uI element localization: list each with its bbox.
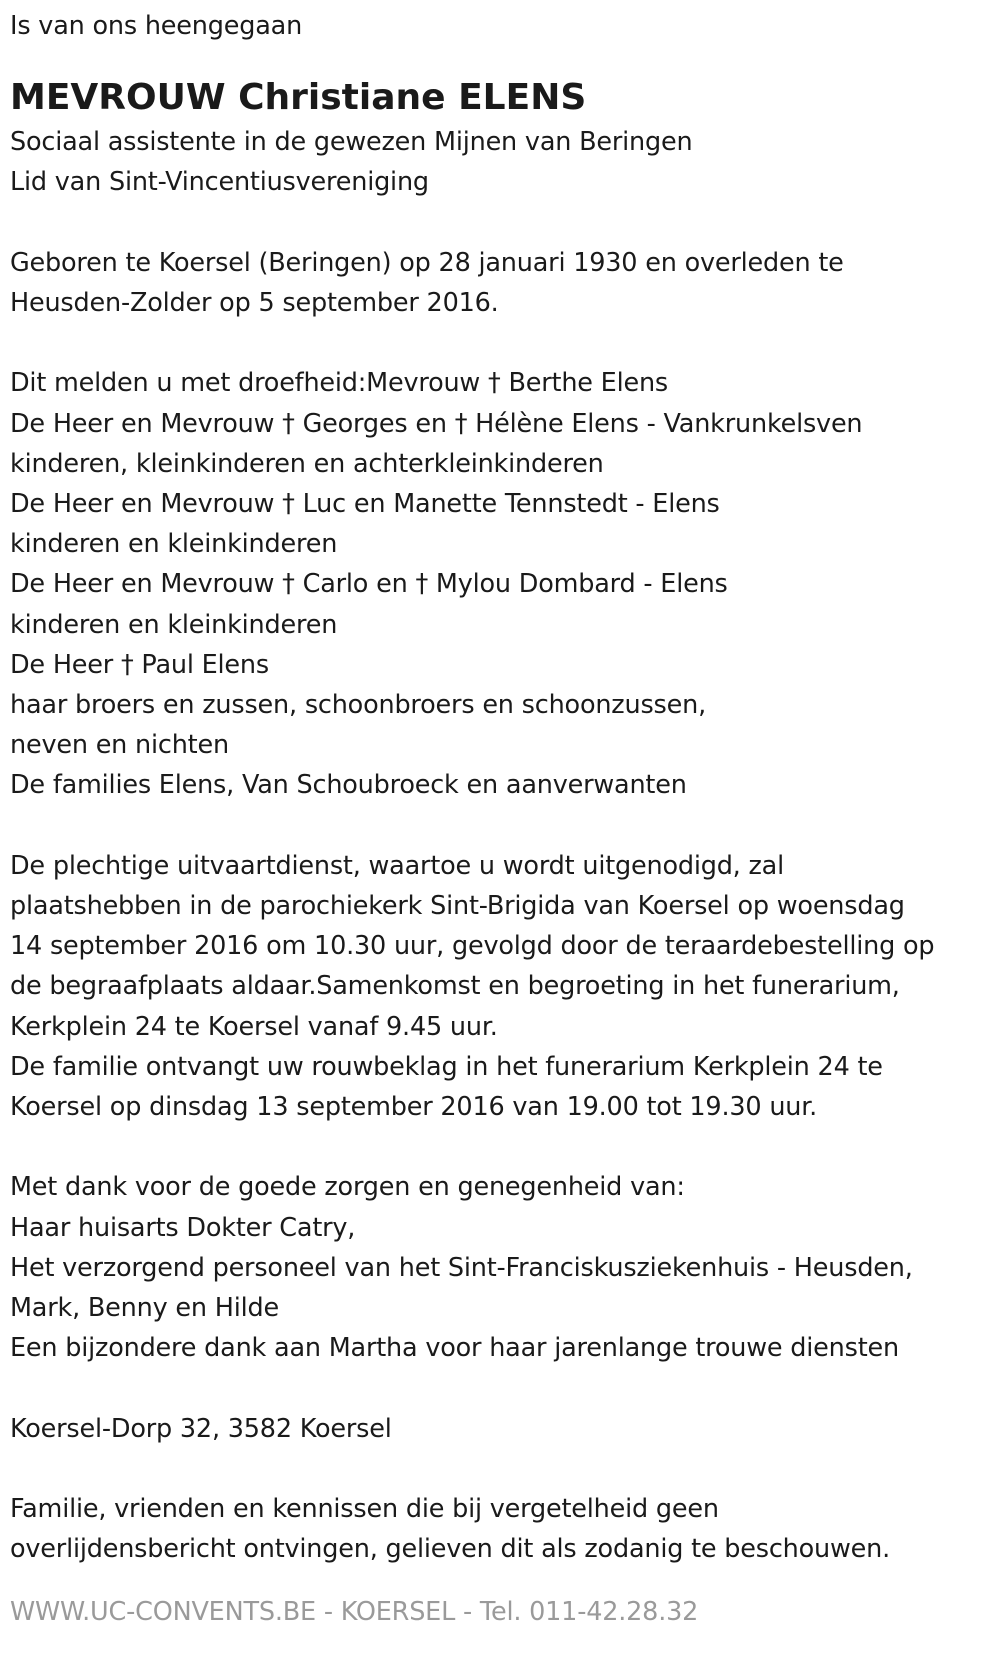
closing-line: overlijdensbericht ontvingen, gelieven dit als zodanig te beschouwen. bbox=[10, 1534, 891, 1565]
spacer bbox=[10, 806, 995, 846]
family-line: haar broers en zussen, schoonbroers en schoonzussen, bbox=[10, 690, 706, 721]
service-line: De familie ontvangt uw rouwbeklag in het funerarium Kerkplein 24 te bbox=[10, 1051, 883, 1082]
family-section bbox=[10, 363, 995, 805]
thanks-section bbox=[10, 1167, 995, 1368]
spacer bbox=[10, 1368, 995, 1408]
family-line: neven en nichten bbox=[10, 730, 229, 761]
roles-section bbox=[10, 122, 995, 202]
family-line: De Heer en Mevrouw † Georges en † Hélène Elens - Vankrunkelsven bbox=[10, 408, 863, 439]
birth-death-section bbox=[10, 243, 995, 323]
thanks-line: Een bijzondere dank aan Martha voor haar jarenlange trouwe diensten bbox=[10, 1333, 899, 1364]
role-line: Sociaal assistente in de gewezen Mijnen van Beringen bbox=[10, 127, 693, 158]
spacer bbox=[10, 1127, 995, 1167]
service-line: 14 september 2016 om 10.30 uur, gevolgd door de teraardebestelling op bbox=[10, 931, 935, 962]
deceased-name: MEVROUW Christiane ELENS bbox=[10, 77, 587, 119]
service-line: De plechtige uitvaartdienst, waartoe u wordt uitgenodigd, zal bbox=[10, 850, 784, 881]
thanks-line: Met dank voor de goede zorgen en genegenheid van: bbox=[10, 1172, 685, 1203]
closing-section bbox=[10, 1489, 995, 1569]
thanks-line: Het verzorgend personeel van het Sint-Franciskusziekenhuis - Heusden, bbox=[10, 1252, 913, 1283]
birth-death-line: Geboren te Koersel (Beringen) op 28 januari 1930 en overleden te bbox=[10, 247, 844, 278]
thanks-line: Mark, Benny en Hilde bbox=[10, 1293, 279, 1324]
family-line: kinderen en kleinkinderen bbox=[10, 609, 338, 640]
service-line: plaatshebben in de parochiekerk Sint-Brigida van Koersel op woensdag bbox=[10, 891, 905, 922]
service-line: de begraafplaats aldaar.Samenkomst en begroeting in het funerarium, bbox=[10, 971, 900, 1002]
thanks-line: Haar huisarts Dokter Catry, bbox=[10, 1212, 356, 1243]
obituary-notice bbox=[10, 6, 995, 1569]
family-line: De Heer en Mevrouw † Luc en Manette Tennstedt - Elens bbox=[10, 489, 720, 519]
birth-death-line: Heusden-Zolder op 5 september 2016. bbox=[10, 288, 499, 318]
family-line: De families Elens, Van Schoubroeck en aanverwanten bbox=[10, 770, 687, 801]
address-line: Koersel-Dorp 32, 3582 Koersel bbox=[10, 1413, 392, 1444]
footer-contact: WWW.UC-CONVENTS.BE - KOERSEL - Tel. 011-42.28.32 bbox=[10, 1597, 699, 1627]
family-line: kinderen, kleinkinderen en achterkleinkinderen bbox=[10, 448, 604, 479]
service-line: Kerkplein 24 te Koersel vanaf 9.45 uur. bbox=[10, 1011, 498, 1042]
intro-text: Is van ons heengegaan bbox=[10, 11, 303, 41]
spacer bbox=[10, 323, 995, 363]
family-line: Dit melden u met droefheid:Mevrouw † Berthe Elens bbox=[10, 368, 669, 399]
spacer bbox=[10, 203, 995, 243]
role-line: Lid van Sint-Vincentiusvereniging bbox=[10, 167, 429, 198]
family-line: De Heer † Paul Elens bbox=[10, 649, 269, 680]
spacer bbox=[10, 1449, 995, 1489]
service-section bbox=[10, 846, 995, 1127]
closing-line: Familie, vrienden en kennissen die bij vergetelheid geen bbox=[10, 1494, 719, 1525]
family-line: kinderen en kleinkinderen bbox=[10, 529, 338, 560]
family-line: De Heer en Mevrouw † Carlo en † Mylou Dombard - Elens bbox=[10, 569, 728, 600]
service-line: Koersel op dinsdag 13 september 2016 van 19.00 tot 19.30 uur. bbox=[10, 1092, 818, 1123]
